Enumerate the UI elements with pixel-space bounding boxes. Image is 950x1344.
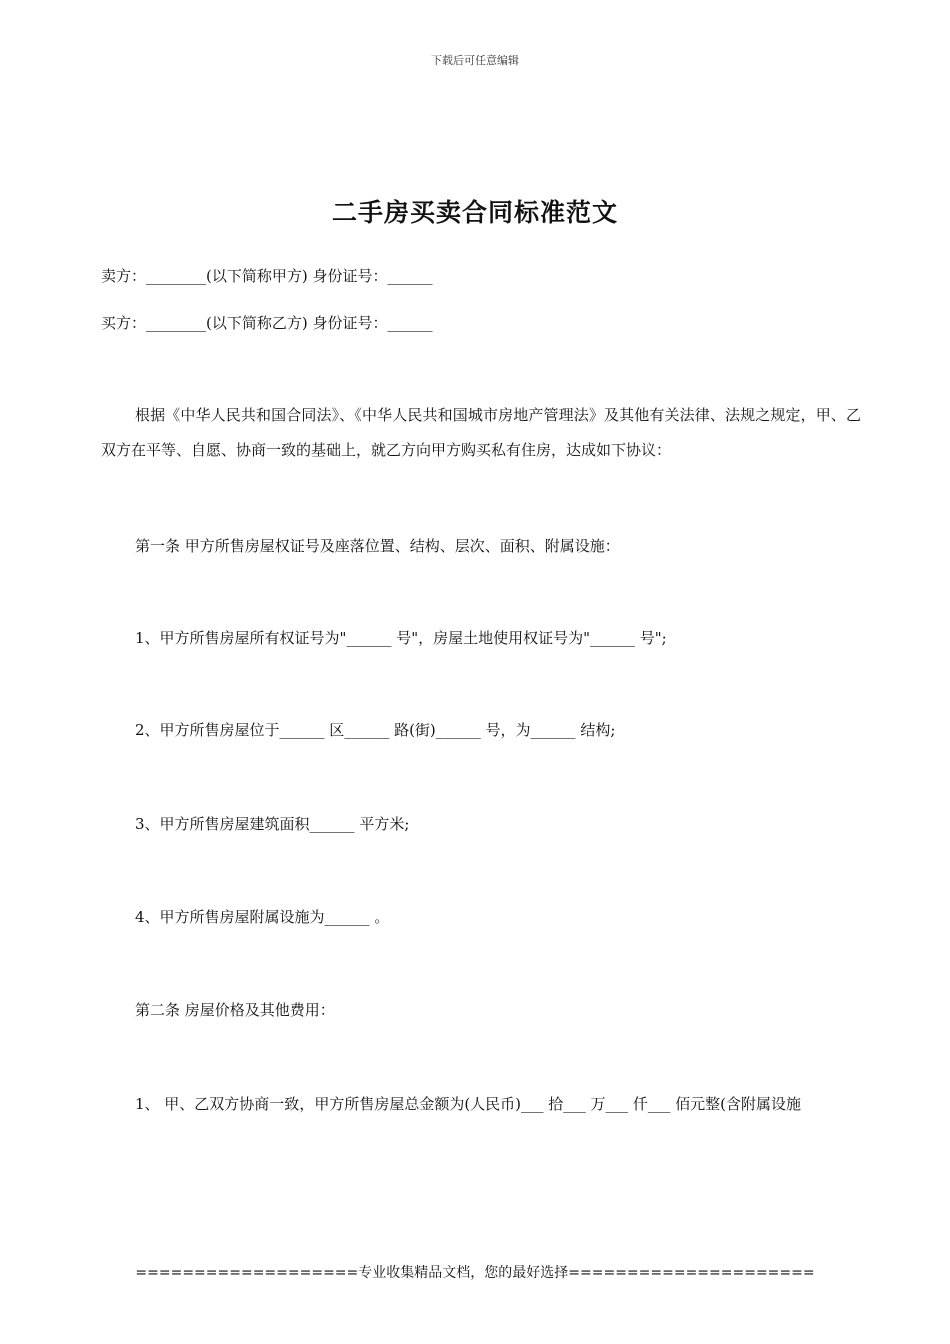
intro-paragraph: 根据《中华人民共和国合同法》、《中华人民共和国城市房地产管理法》及其他有关法律、法规之规定，甲、乙双方在平等、自愿、协商一致的基础上，就乙方向甲方购买私有住房，达成如下协议： [101,406,861,459]
article1-heading: 第一条 甲方所售房屋权证号及座落位置、结构、层次、面积、附属设施： [135,537,620,555]
header-note: 下载后可任意编辑 [431,54,519,67]
document-title: 二手房买卖合同标准范文 [331,198,618,227]
article2-heading: 第二条 房屋价格及其他费用： [135,1001,335,1019]
buyer-line: 买方：________(以下简称乙方) 身份证号：______ [101,314,433,332]
article2-item-1: 1、 甲、乙双方协商一致，甲方所售房屋总金额为(人民币)___ 拾___ 万___ 仟___ 佰元整(含附属设施 [135,1095,801,1113]
article1-item-1: 1、甲方所售房屋所有权证号为"______ 号"，房屋土地使用权证号为"______ 号"; [135,629,667,647]
article1-item-2: 2、甲方所售房屋位于______ 区______ 路(街)______ 号，为______ 结构; [135,721,616,739]
seller-line: 卖方：________(以下简称甲方) 身份证号：______ [101,267,433,285]
article1-item-4: 4、甲方所售房屋附属设施为______ 。 [135,908,390,926]
article1-item-3: 3、甲方所售房屋建筑面积______ 平方米; [135,815,410,833]
footer-note: ===================专业收集精品文档，您的最好选择===================== [135,1265,815,1281]
